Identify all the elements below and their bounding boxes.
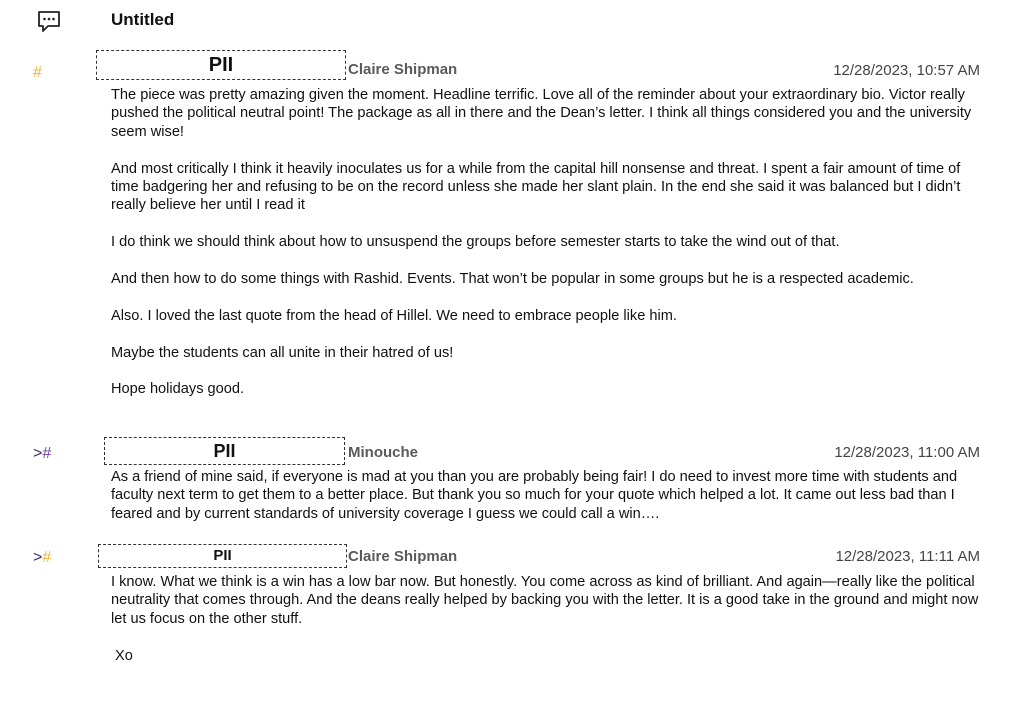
message-paragraph: The piece was pretty amazing given the moment. Headline terrific. Love all of the reminder about your extraordinary bio. Victor really pushed the political neutral point! The package as all in there and the Dean’s letter. I think all things considered you and the university seem wise!	[111, 87, 972, 140]
pii-redaction-box: PII	[98, 544, 347, 568]
chat-bubble-icon	[36, 9, 62, 35]
message-paragraph: As a friend of mine said, if everyone is mad at you than you are probably being fair! I do need to invest more time with students and faculty next term to get them to a better place. But thank you so much for your quote which helped a lot. It came out less bad than I feared and by current standards of university coverage I guess we could call a win….	[111, 469, 958, 522]
message-paragraph: Xo	[111, 647, 133, 664]
message-timestamp: 12/28/2023, 11:00 AM	[834, 444, 980, 461]
message-body	[111, 86, 991, 399]
message-body	[111, 468, 991, 523]
message-paragraph: And most critically I think it heavily inoculates us for a while from the capital hill nonsense and threat. I spent a fair amount of time of time badgering her and refusing to be on the record unless she made her slant plain. In the end she said it was balanced but I didn’t really believe her until I read it	[111, 160, 961, 214]
message-paragraph: Maybe the students can all unite in their hatred of us!	[111, 344, 454, 361]
hash-marker: >#	[33, 549, 52, 566]
message-paragraph: Hope holidays good.	[111, 381, 245, 398]
message-paragraph: Also. I loved the last quote from the head of Hillel. We need to embrace people like him.	[111, 307, 677, 324]
hash-marker: >#	[33, 445, 52, 462]
sender-name: Claire Shipman	[348, 61, 458, 78]
sender-name: Minouche	[348, 444, 418, 461]
sender-name: Claire Shipman	[348, 548, 458, 565]
message-paragraph: I know. What we think is a win has a low bar now. But honestly. You come across as kind of brilliant. And again—really like the political neutrality that comes through. And the deans really helped by backing you with the letter. It is a good take in the ground and might now let us focus on the other stuff.	[111, 574, 979, 627]
pii-redaction-box: PII	[96, 50, 346, 80]
hash-marker: #	[33, 64, 42, 81]
page-title: Untitled	[111, 10, 175, 29]
message-timestamp: 12/28/2023, 11:11 AM	[835, 548, 980, 565]
message-timestamp: 12/28/2023, 10:57 AM	[833, 62, 980, 79]
message-body	[111, 573, 991, 665]
message-paragraph: And then how to do some things with Rashid. Events. That won’t be popular in some groups but he is a respected academic.	[111, 271, 914, 288]
message-paragraph: I do think we should think about how to unsuspend the groups before semester starts to take the wind out of that.	[111, 234, 840, 251]
pii-redaction-box: PII	[104, 437, 345, 465]
